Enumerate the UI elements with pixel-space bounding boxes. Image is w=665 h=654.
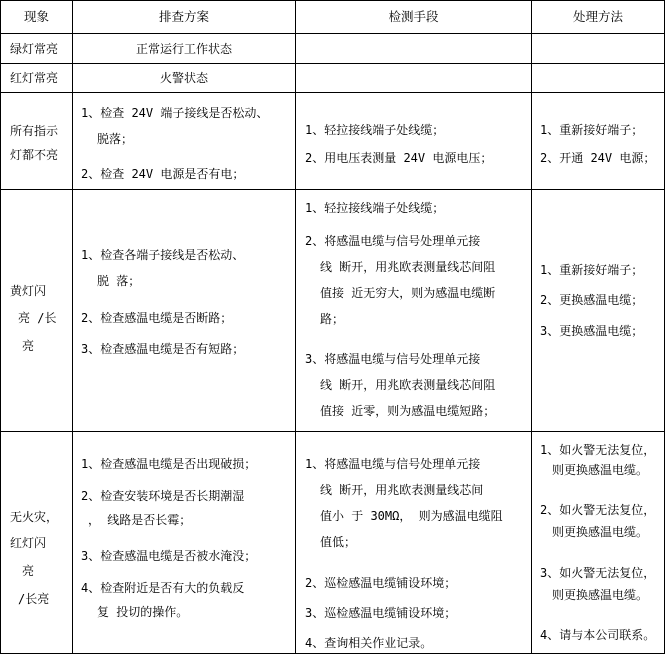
nofire-plan-line: 2、检查安装环境是否长期潮湿 (81, 489, 245, 503)
red-plan: 火警状态 (159, 71, 208, 85)
off-phenomenon-line: 所有指示 (10, 124, 59, 138)
nofire-treatment-line: 则更换感温电缆。 (552, 463, 649, 477)
off-method-line: 2、用电压表测量 24V 电源电压； (305, 151, 493, 165)
yellow-treatment-line: 1、重新接好端子； (540, 263, 644, 277)
off-phenomenon-line: 灯都不亮 (10, 148, 59, 162)
nofire-phenomenon-line: 亮 (22, 564, 35, 578)
off-plan-line: 1、检查 24V 端子接线是否松动、 (81, 106, 269, 120)
off-plan-line: 脱落； (97, 132, 134, 146)
yellow-method-line: 路； (320, 312, 345, 326)
nofire-treatment-line: 4、请与本公司联系。 (540, 628, 656, 642)
nofire-method-line: 值小 于 30MΩ， 则为感温电缆阻 (320, 509, 503, 523)
nofire-treatment-line: 2、如火警无法复位， (540, 503, 656, 517)
table-row-divider (0, 33, 665, 34)
yellow-phenomenon-line: 黄灯闪 (10, 284, 47, 298)
nofire-treatment-line: 3、如火警无法复位， (540, 566, 656, 580)
nofire-method-line: 1、将感温电缆与信号处理单元接 (305, 457, 481, 471)
nofire-phenomenon-line: /长亮 (18, 592, 50, 606)
yellow-phenomenon-line: 亮 (22, 339, 35, 353)
yellow-method-line: 线 断开，用兆欧表测量线芯间阻 (320, 260, 496, 274)
header-treatment: 处理方法 (572, 9, 623, 24)
nofire-method-line: 3、巡检感温电缆铺设环境； (305, 606, 457, 620)
nofire-plan-line: 复 投切的操作。 (97, 605, 189, 619)
yellow-treatment-line: 2、更换感温电缆； (540, 293, 644, 307)
table-column-divider (531, 0, 532, 654)
off-plan-line: 2、检查 24V 电源是否有电； (81, 167, 245, 181)
table-column-divider (295, 0, 296, 654)
table-row-divider (0, 63, 665, 64)
off-treatment-line: 1、重新接好端子； (540, 123, 644, 137)
nofire-plan-line: 1、检查感温电缆是否出现破损； (81, 457, 257, 471)
table-row-divider (0, 92, 665, 93)
yellow-method-line: 2、将感温电缆与信号处理单元接 (305, 234, 481, 248)
yellow-plan-line: 脱 落； (97, 274, 141, 288)
nofire-plan-line: 4、检查附近是否有大的负载反 (81, 581, 245, 595)
yellow-plan-line: 2、检查感温电缆是否断路； (81, 311, 233, 325)
green-phenomenon: 绿灯常亮 (10, 42, 59, 56)
red-phenomenon: 红灯常亮 (10, 71, 59, 85)
table-column-divider (72, 0, 73, 654)
table-border-left (0, 0, 1, 654)
nofire-method-line: 2、巡检感温电缆铺设环境； (305, 576, 457, 590)
yellow-plan-line: 3、检查感温电缆是否有短路； (81, 342, 245, 356)
nofire-method-line: 4、查询相关作业记录。 (305, 636, 433, 650)
yellow-method-line: 值接 近零，则为感温电缆短路； (320, 404, 496, 418)
nofire-treatment-line: 1、如火警无法复位， (540, 443, 656, 457)
yellow-method-line: 线 断开，用兆欧表测量线芯间阻 (320, 378, 496, 392)
table-row-divider (0, 431, 665, 432)
yellow-phenomenon-line: 亮 /长 (18, 311, 57, 325)
nofire-phenomenon-line: 无火灾， (10, 510, 59, 524)
nofire-method-line: 值低； (320, 535, 357, 549)
off-treatment-line: 2、开通 24V 电源； (540, 151, 656, 165)
header-plan: 排查方案 (158, 9, 209, 24)
nofire-method-line: 线 断开，用兆欧表测量线芯间 (320, 483, 484, 497)
nofire-phenomenon-line: 红灯闪 (10, 536, 47, 550)
yellow-plan-line: 1、检查各端子接线是否松动、 (81, 248, 245, 262)
nofire-plan-line: ， 线路是否长霉； (88, 513, 192, 527)
header-method: 检测手段 (388, 9, 439, 24)
yellow-method-line: 值接 近无穷大，则为感温电缆断 (320, 286, 496, 300)
nofire-plan-line: 3、检查感温电缆是否被水淹没； (81, 549, 257, 563)
off-method-line: 1、轻拉接线端子处线缆； (305, 123, 445, 137)
yellow-method-line: 3、将感温电缆与信号处理单元接 (305, 352, 481, 366)
yellow-method-line: 1、轻拉接线端子处线缆； (305, 201, 445, 215)
table-row-divider (0, 189, 665, 190)
nofire-treatment-line: 则更换感温电缆。 (552, 525, 649, 539)
yellow-treatment-line: 3、更换感温电缆； (540, 324, 644, 338)
header-phenomenon: 现象 (23, 9, 49, 24)
table-border-top (0, 0, 665, 1)
green-plan: 正常运行工作状态 (135, 42, 232, 56)
nofire-treatment-line: 则更换感温电缆。 (552, 588, 649, 602)
